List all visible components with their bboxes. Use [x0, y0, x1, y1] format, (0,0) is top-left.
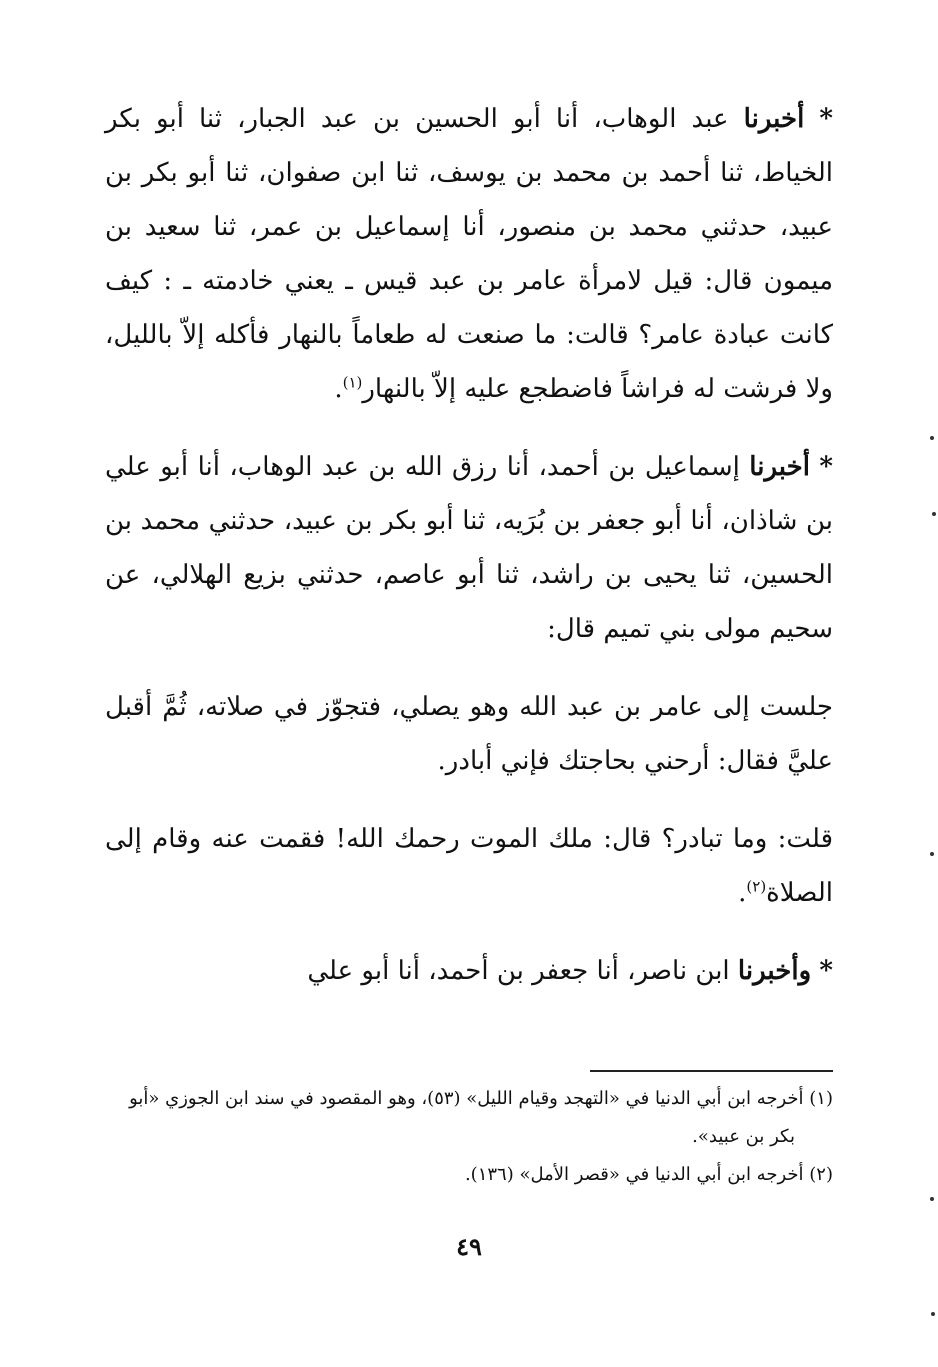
- paragraph-5: [105, 944, 833, 998]
- footnote-ref: (١): [342, 373, 363, 392]
- paragraph-end: .: [738, 878, 747, 908]
- footnote-divider: [590, 1070, 833, 1072]
- paragraph-text: قلت: وما تبادر؟ قال: ملك الموت رحمك الله! فقمت عنه وقام إلى الصلاة: [105, 824, 833, 908]
- paragraph-lead-word: أخبرنا: [743, 104, 805, 134]
- footnote-number: (١): [809, 1088, 833, 1109]
- paragraph-text: جلست إلى عامر بن عبد الله وهو يصلي، فتجوّز في صلاته، ثُمَّ أقبل عليَّ فقال: أرحني بحاجتك فإني أبادر.: [105, 692, 833, 776]
- paragraph-1: [105, 92, 833, 416]
- paragraph-text: إسماعيل بن أحمد، أنا رزق الله بن عبد الوهاب، أنا أبو علي بن شاذان، أنا أبو جعفر بن بُرَيه، ثنا أبو بكر بن عبيد، حدثني محمد بن الحسين، ثنا يحيى بن راشد، ثنا أبو عاصم، حدثني بزيع الهلالي، عن سحيم مولى بني تميم قال:: [105, 452, 833, 644]
- paragraph-text: عبد الوهاب، أنا أبو الحسين بن عبد الجبار، ثنا أبو بكر الخياط، ثنا أحمد بن محمد بن يوسف، ثنا ابن صفوان، ثنا أبو بكر بن عبيد، حدثني محمد بن منصور، أنا إسماعيل بن عمر، ثنا سعيد بن ميمون قال: قيل لامرأة عامر بن عبد قيس ـ يعني خادمته ـ : كيف كانت عبادة عامر؟ قالت: ما صنعت له طعاماً بالنهار فأكله إلاّ بالليل، ولا فرشت له فراشاً فاضطجع عليه إلاّ بالنهار: [105, 104, 833, 404]
- paragraph-text: ابن ناصر، أنا جعفر بن أحمد، أنا أبو علي: [307, 956, 730, 986]
- footnote-text: أخرجه ابن أبي الدنيا في «قصر الأمل» (١٣٦).: [464, 1164, 804, 1185]
- paragraph-star: *: [819, 104, 834, 134]
- paragraph-3: [105, 680, 833, 788]
- paragraph-lead-word: وأخبرنا: [737, 956, 812, 986]
- paragraph-lead-word: أخبرنا: [749, 452, 810, 482]
- scan-speck: [932, 512, 936, 516]
- footnote-2: [105, 1156, 833, 1194]
- footnote-1: [105, 1080, 833, 1156]
- scan-speck: [931, 1312, 935, 1316]
- footnote-number: (٢): [809, 1164, 833, 1185]
- paragraph-star: *: [819, 956, 833, 986]
- scan-speck: [930, 1197, 934, 1201]
- paragraph-star: *: [819, 452, 834, 482]
- scan-speck: [930, 436, 934, 440]
- footnote-text: أخرجه ابن أبي الدنيا في «التهجد وقيام الليل» (٥٣)، وهو المقصود في سند ابن الجوزي «أبو بكر بن عبيد».: [129, 1088, 804, 1147]
- footnote-ref: (٢): [746, 877, 767, 896]
- main-text: [105, 92, 833, 998]
- paragraph-2: [105, 440, 833, 656]
- page-number: ٤٩: [456, 1232, 482, 1261]
- paragraph-end: .: [334, 374, 343, 404]
- paragraph-4: [105, 812, 833, 920]
- footnotes: [105, 1080, 833, 1194]
- scan-speck: [930, 852, 934, 856]
